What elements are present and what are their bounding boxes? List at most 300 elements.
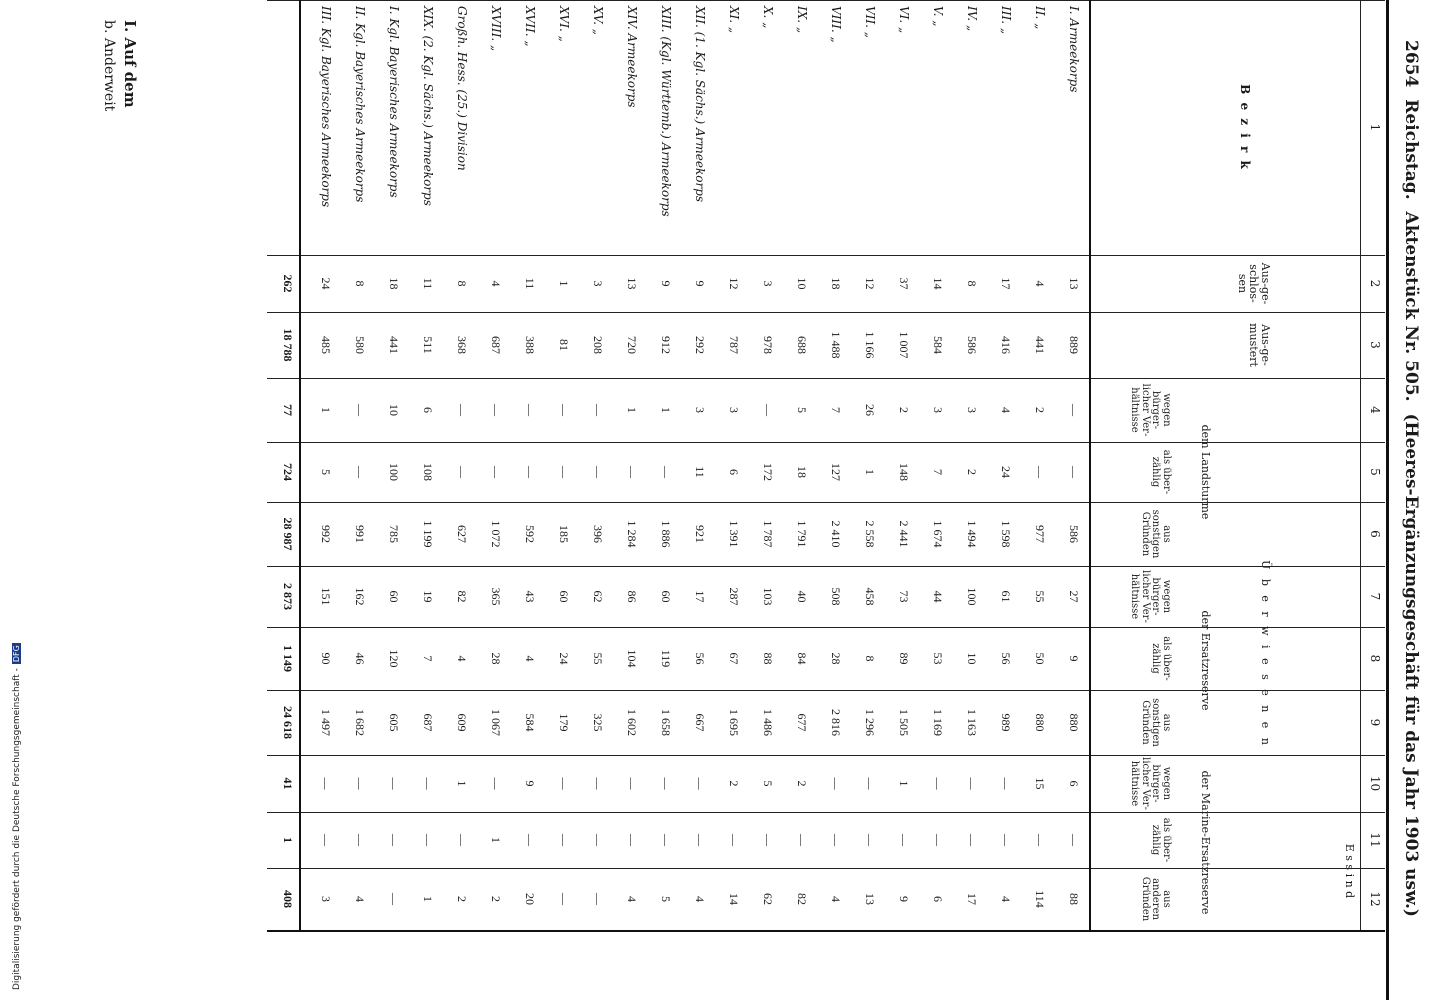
row-value: 921 [693, 525, 707, 543]
row-value: 53 [931, 652, 945, 665]
row-value: 17 [999, 277, 1013, 290]
row-value: 1 [421, 896, 435, 902]
row-value: 4 [999, 407, 1013, 413]
row-value: 61 [999, 590, 1013, 603]
row-value: — [829, 777, 843, 790]
row-value: — [591, 404, 605, 416]
row-value: 1 067 [489, 709, 503, 736]
transferred-header: Ü b e r w i e s e n e n [1259, 560, 1272, 748]
total-value: 1 [281, 837, 295, 843]
document-subject: (Heeres-Ergänzungsgeschäft für das Jahr 1903 usw.) [1401, 413, 1421, 917]
row-value: — [591, 893, 605, 905]
row-value: 104 [625, 649, 639, 668]
total-value: 2 873 [281, 583, 295, 610]
row-value: 688 [795, 336, 809, 354]
row-value: — [625, 834, 639, 846]
row-value: 2 [727, 780, 741, 787]
row-value: 3 [591, 280, 605, 287]
row-value: 1 007 [897, 331, 911, 359]
row-value: — [387, 777, 401, 790]
row-value: 55 [591, 652, 605, 665]
row-value: — [693, 834, 707, 846]
column-divider [267, 502, 1385, 503]
row-value: 627 [455, 525, 469, 543]
row-value: 127 [829, 463, 843, 481]
row-value: 1 163 [965, 709, 979, 736]
row-value: 1 494 [965, 520, 979, 548]
row-value: — [693, 777, 707, 790]
row-value: — [523, 404, 537, 416]
row-value: 119 [659, 649, 673, 668]
column-number: 6 [1368, 530, 1382, 538]
total-value: 18 788 [281, 328, 295, 362]
subheader-ueberzaehlig: als über-zählig [1150, 449, 1172, 495]
row-district: XIX. (2. Kgl. Sächs.) Armeekorps [421, 6, 435, 206]
row-value: 84 [795, 652, 809, 665]
row-value: 1 [489, 837, 503, 843]
header-divider [1360, 0, 1361, 930]
row-value: 1 497 [319, 709, 333, 736]
row-value: 880 [1033, 713, 1047, 732]
row-value: — [931, 777, 945, 790]
row-value: 2 558 [863, 520, 877, 548]
column-number: 1 [1368, 123, 1382, 132]
header-bottom-divider [1089, 0, 1091, 930]
row-value: 9 [897, 896, 911, 902]
row-value: — [489, 404, 503, 416]
row-value: 991 [353, 525, 367, 543]
row-value: 7 [829, 407, 843, 413]
row-value: 4 [523, 655, 537, 662]
row-value: 687 [421, 713, 435, 732]
row-value: 584 [523, 713, 537, 732]
row-value: — [523, 466, 537, 478]
row-value: — [455, 404, 469, 416]
row-value: 1 486 [761, 709, 775, 736]
row-value: 56 [999, 652, 1013, 665]
row-value: — [591, 834, 605, 846]
row-value: 44 [931, 590, 945, 603]
row-value: 1 598 [999, 520, 1013, 548]
row-district: II. Kgl. Bayerisches Armeekorps [353, 6, 367, 203]
row-value: 62 [591, 590, 605, 603]
row-value: 889 [1067, 336, 1081, 354]
row-value: — [931, 834, 945, 846]
column-divider [267, 566, 1385, 567]
section-title: I. Auf dem [121, 20, 139, 108]
table-right-border [267, 930, 1385, 932]
column-divider [267, 255, 1385, 256]
row-district: XVII. „ [523, 6, 537, 47]
row-value: — [455, 834, 469, 846]
total-value: 408 [281, 890, 295, 908]
row-value: 978 [761, 336, 775, 354]
row-district: I. Armeekorps [1067, 6, 1081, 93]
row-value: 60 [659, 590, 673, 603]
row-value: 2 410 [829, 520, 843, 548]
row-value: — [489, 777, 503, 790]
row-value: 1 674 [931, 520, 945, 548]
row-value: 365 [489, 587, 503, 606]
row-value: — [1067, 404, 1081, 416]
row-value: 2 [965, 469, 979, 475]
column-number: 12 [1368, 891, 1382, 907]
column-number: 5 [1368, 468, 1382, 476]
row-value: 8 [455, 280, 469, 287]
row-value: 17 [693, 590, 707, 603]
row-value: 5 [761, 780, 775, 787]
row-district: V. „ [931, 6, 945, 27]
row-value: 114 [1033, 890, 1047, 908]
row-value: 5 [319, 469, 333, 475]
row-district: XVI. „ [557, 6, 571, 42]
row-value: 1 658 [659, 709, 673, 736]
row-value: 3 [761, 280, 775, 287]
row-value: 103 [761, 587, 775, 606]
row-value: 4 [999, 896, 1013, 902]
row-value: 18 [829, 277, 843, 290]
row-value: 511 [421, 336, 435, 354]
group-ersatzreserve: der Ersatzreserve [1199, 610, 1212, 711]
dfg-logo: DFG [12, 645, 21, 663]
row-value: 1 [319, 407, 333, 413]
row-value: 4 [625, 896, 639, 902]
row-value: 88 [761, 652, 775, 665]
subheader-sonstigen: aus sonstigen Gründen [1140, 698, 1172, 747]
row-value: 3 [965, 407, 979, 413]
row-value: 441 [387, 336, 401, 354]
page-number: 2654 [1401, 40, 1421, 88]
row-value: 6 [421, 407, 435, 413]
row-value: 787 [727, 336, 741, 354]
row-value: 441 [1033, 336, 1047, 354]
row-value: 162 [353, 587, 367, 606]
row-value: — [999, 834, 1013, 846]
row-value: — [557, 466, 571, 478]
document-number: Aktenstück Nr. 505. [1401, 211, 1421, 402]
column-divider [267, 868, 1385, 869]
row-value: 2 816 [829, 709, 843, 736]
row-value: — [863, 777, 877, 790]
row-value: 287 [727, 587, 741, 606]
total-value: 28 987 [281, 517, 295, 551]
row-value: 1 296 [863, 709, 877, 736]
row-value: 82 [795, 893, 809, 905]
row-value: 458 [863, 587, 877, 606]
total-value: 24 618 [281, 706, 295, 739]
row-value: — [489, 466, 503, 478]
row-value: 1 [455, 780, 469, 787]
row-value: — [387, 893, 401, 905]
row-value: 24 [999, 466, 1013, 478]
row-district: Großh. Hess. (25.) Division [455, 6, 469, 171]
row-value: — [387, 834, 401, 846]
row-value: 989 [999, 713, 1013, 732]
row-value: 4 [353, 896, 367, 902]
row-value: 3 [693, 407, 707, 413]
row-value: 4 [455, 655, 469, 662]
row-value: 82 [455, 590, 469, 603]
row-value: 9 [659, 280, 673, 287]
row-value: 28 [829, 652, 843, 665]
row-district: XIV. Armeekorps [625, 6, 639, 108]
row-value: 10 [965, 652, 979, 665]
top-right-label: E s s i n d [1343, 843, 1356, 899]
subheader-ueberzaehlig: als über-zählig [1150, 636, 1172, 681]
row-value: 67 [727, 652, 741, 665]
row-value: 8 [965, 280, 979, 287]
row-district: IV. „ [965, 6, 979, 32]
row-value: — [659, 466, 673, 478]
row-value: — [1067, 466, 1081, 478]
row-value: 9 [523, 780, 537, 787]
row-value: 1 072 [489, 520, 503, 548]
row-value: 3 [319, 896, 333, 902]
row-value: 2 441 [897, 520, 911, 548]
row-value: 485 [319, 336, 333, 354]
header-rule [1386, 0, 1389, 1000]
column-divider [267, 755, 1385, 756]
column-divider [267, 812, 1385, 813]
row-value: 4 [1033, 280, 1047, 287]
row-value: — [557, 893, 571, 905]
group-marine: der Marine-Ersatzreserve [1199, 770, 1212, 915]
row-value: 172 [761, 463, 775, 481]
row-value: — [829, 834, 843, 846]
row-value: 912 [659, 336, 673, 354]
row-value: 325 [591, 713, 605, 732]
row-value: 586 [1067, 525, 1081, 543]
row-value: — [319, 834, 333, 846]
row-value: 368 [455, 336, 469, 354]
totals-divider [299, 0, 301, 930]
row-district: II. „ [1033, 6, 1047, 30]
row-value: — [455, 466, 469, 478]
footer [0, 600, 22, 990]
row-value: 9 [1067, 655, 1081, 662]
row-value: 90 [319, 652, 333, 665]
row-district: XVIII. „ [489, 6, 503, 52]
row-value: — [353, 404, 367, 416]
subheader-anderen: aus anderen Gründen [1140, 876, 1172, 922]
row-value: 7 [931, 469, 945, 475]
row-value: 10 [387, 404, 401, 416]
row-value: 5 [659, 896, 673, 902]
row-value: 1 284 [625, 520, 639, 548]
row-value: 60 [387, 590, 401, 603]
row-value: 6 [931, 896, 945, 902]
row-value: 1 787 [761, 520, 775, 548]
row-value: 6 [727, 469, 741, 475]
row-value: — [625, 466, 639, 478]
row-district: VII. „ [863, 6, 877, 38]
table-left-border [267, 0, 1385, 1]
row-value: 208 [591, 336, 605, 354]
row-value: 17 [965, 893, 979, 905]
row-value: 14 [931, 277, 945, 290]
row-value: 4 [693, 896, 707, 902]
row-value: — [557, 404, 571, 416]
row-value: 7 [421, 655, 435, 662]
footer-text: Digitalisierung gefördert durch die Deutsche Forschungsgemeinschaft - [12, 668, 22, 990]
row-value: 667 [693, 713, 707, 732]
column-number: 3 [1368, 341, 1382, 349]
column-divider [267, 690, 1385, 691]
row-value: — [965, 777, 979, 790]
row-value: — [761, 834, 775, 846]
row-value: 586 [965, 336, 979, 354]
row-value: 179 [557, 713, 571, 732]
row-value: 11 [693, 466, 707, 478]
row-value: — [523, 834, 537, 846]
row-value: 37 [897, 277, 911, 290]
row-value: 1 [659, 407, 673, 413]
row-value: 8 [353, 280, 367, 287]
row-value: — [659, 777, 673, 790]
row-value: 1 391 [727, 520, 741, 548]
row-value: 1 [557, 280, 571, 287]
subheader-ueberzaehlig: als über-zählig [1150, 817, 1172, 863]
row-value: — [1033, 834, 1047, 846]
row-value: 56 [693, 652, 707, 665]
row-value: 785 [387, 525, 401, 543]
row-value: 1 695 [727, 709, 741, 736]
total-value: 724 [281, 463, 295, 481]
row-district: XII. (1. Kgl. Sächs.) Armeekorps [693, 6, 707, 203]
row-value: 1 602 [625, 709, 639, 736]
row-value: 1 886 [659, 520, 673, 548]
row-value: 416 [999, 336, 1013, 354]
bezirk-header: B e z i r k [1238, 84, 1252, 171]
row-value: 18 [387, 277, 401, 290]
row-value: 151 [319, 587, 333, 606]
row-value: 20 [523, 893, 537, 905]
row-value: — [727, 834, 741, 846]
row-district: VIII. „ [829, 6, 843, 43]
row-value: 100 [965, 587, 979, 606]
column-number: 9 [1368, 718, 1382, 727]
row-value: 1 [897, 780, 911, 787]
row-value: 50 [1033, 652, 1047, 665]
row-value: — [999, 777, 1013, 790]
row-value: 26 [863, 404, 877, 416]
row-value: 2 [455, 896, 469, 902]
column-divider [267, 312, 1385, 313]
row-district: I. Kgl. Bayerisches Armeekorps [387, 6, 401, 198]
row-value: 24 [319, 277, 333, 290]
row-value: — [795, 834, 809, 846]
row-value: 580 [353, 336, 367, 354]
row-value: 28 [489, 652, 503, 665]
row-value: 89 [897, 652, 911, 665]
column-number: 7 [1368, 592, 1382, 601]
section-subtitle: b. Anderweit [101, 20, 117, 112]
column-number: 10 [1368, 775, 1382, 792]
row-value: 508 [829, 587, 843, 606]
row-value: — [319, 777, 333, 790]
column-divider [267, 378, 1385, 379]
row-value: 3 [727, 407, 741, 413]
column-number: 11 [1368, 832, 1382, 848]
row-value: 108 [421, 463, 435, 481]
row-value: 11 [523, 277, 537, 290]
row-value: 592 [523, 525, 537, 543]
subheader-sonstigen: aus sonstigen Gründen [1140, 509, 1172, 559]
row-district: III. „ [999, 6, 1013, 35]
row-value: 992 [319, 525, 333, 543]
row-value: 388 [523, 336, 537, 354]
row-district: IX. „ [795, 6, 809, 34]
row-value: 60 [557, 590, 571, 603]
page-header [1401, 40, 1421, 960]
row-value: — [353, 466, 367, 478]
row-value: — [421, 834, 435, 846]
row-value: — [353, 777, 367, 790]
row-value: 6 [1067, 780, 1081, 787]
row-value: 1 488 [829, 331, 843, 359]
row-value: 100 [387, 463, 401, 481]
row-value: — [761, 404, 775, 416]
row-value: — [591, 777, 605, 790]
total-value: 77 [281, 404, 295, 416]
row-value: — [557, 777, 571, 790]
row-value: — [1033, 466, 1047, 478]
row-value: 1 682 [353, 709, 367, 736]
row-value: 677 [795, 713, 809, 732]
row-value: 73 [897, 590, 911, 603]
row-value: 5 [795, 407, 809, 413]
column-excluded-header: Aus-ge-schlos-sen [1235, 262, 1272, 305]
row-district: XI. „ [727, 6, 741, 34]
row-value: 11 [421, 277, 435, 290]
column-rejected-header: Aus-ge-mustert [1247, 323, 1272, 367]
row-district: III. Kgl. Bayerisches Armeekorps [319, 6, 333, 208]
row-value: 148 [897, 463, 911, 481]
column-divider [267, 442, 1385, 443]
row-value: — [591, 466, 605, 478]
row-value: 3 [931, 407, 945, 413]
row-value: 605 [387, 713, 401, 732]
group-landsturm: dem Landsturme [1199, 424, 1212, 520]
row-value: 120 [387, 649, 401, 668]
row-value: 1 791 [795, 520, 809, 548]
row-value: 9 [693, 280, 707, 287]
row-value: 2 [1033, 407, 1047, 413]
row-value: 40 [795, 590, 809, 603]
column-number: 4 [1368, 406, 1382, 414]
row-value: 15 [1033, 777, 1047, 790]
row-value: 396 [591, 525, 605, 543]
row-value: 720 [625, 336, 639, 354]
subheader-buergerlich: wegen bürger-licher Ver-hältnisse [1129, 570, 1172, 623]
row-value: 1 169 [931, 709, 945, 736]
row-value: 24 [557, 652, 571, 665]
row-value: — [863, 834, 877, 846]
row-value: — [353, 834, 367, 846]
row-value: 1 [625, 407, 639, 413]
row-value: 1 166 [863, 331, 877, 359]
row-value: 584 [931, 336, 945, 354]
row-value: — [965, 834, 979, 846]
row-value: 12 [863, 277, 877, 290]
row-value: 1 199 [421, 520, 435, 548]
row-value: — [659, 834, 673, 846]
row-value: 46 [353, 652, 367, 665]
row-value: 14 [727, 893, 741, 905]
row-value: — [1067, 834, 1081, 846]
row-value: 10 [795, 277, 809, 290]
row-value: 2 [489, 896, 503, 902]
